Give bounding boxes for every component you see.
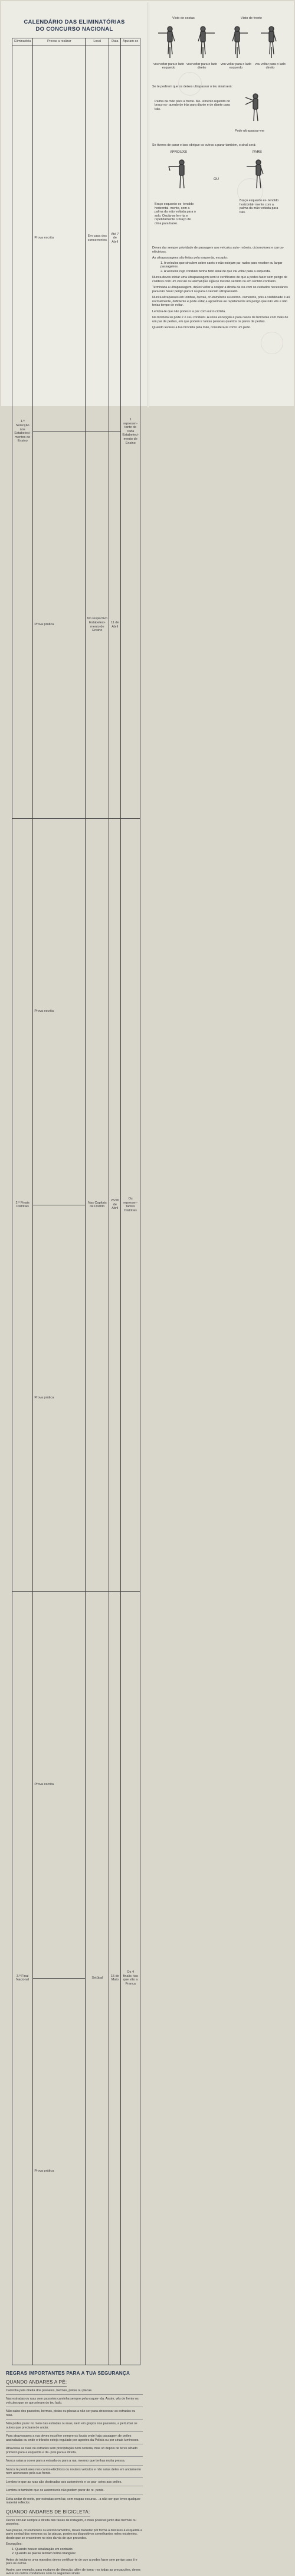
final-rules [152,276,293,330]
signal-caption: vou voltar para o lado esquerdo [153,63,184,70]
left-column [6,19,143,2576]
table-header-row [12,38,140,45]
paragraph: Atravessa as ruas ou estradas sem precipitação nem correria, mas só depois de teres olhado primeiro para a esquerda e de- pois para a direita. [6,2447,138,2454]
divider [6,2419,143,2420]
signal-caption: vou voltar para o lado direito [186,63,217,70]
paragraph: Na bicicleta só pode ir o seu condutor. A única excepção é para casos de bicicletas com mais de um par de pedais, em que podem ir tantas pessoas quantos os pares de pedais. [152,316,289,323]
stop-signal-figure [152,149,293,244]
exceptions-list [12,2548,143,2556]
paragraph: Não podes parar no meio das estradas ou ruas, nem em grupos nos passeios, a perturbar os outros que precisam de andar. [6,2422,137,2430]
figure-head [168,27,172,31]
overtake-exceptions [160,261,293,274]
right-column [152,15,293,406]
safety-rules-heading: REGRAS IMPORTANTES PARA A TUA SEGURANÇA [6,2370,130,2376]
stop-description: Braço esquerdo es- tendido horizontal- mente com a palma da mão voltada para trás. [240,199,279,214]
paragraph: Evita andar de noite, por estradas sem luz, com roupas escuras... a não ser que leves qualquer material reflector. [6,2497,141,2505]
table-cell: Até 7 de Abril [109,45,121,431]
table-cell: Nas Capitais de Distrito [86,818,109,1591]
overtake-intro: Se te pedirem que os deixes ultrapassar o teu sinal será: [152,85,233,89]
paragraph: As ultrapassagens são feitas pela esquerda, excepto: [152,256,228,260]
signal-caption: vou voltar para o lado esquerdo [221,63,251,70]
turn-signals-figure [152,15,293,79]
document-page [1,1,294,2576]
walking-rules [6,2389,143,2505]
stop-signal-illustrations [158,158,288,193]
paragraph: Nunca deves iniciar uma ultrapassagem sem te certificares de que a podes fazer sem perigo de colidires com um veículo ou animal que siga no mesmo sentido ou em sentido contrário. [152,276,287,283]
divider [6,2394,143,2395]
table-cell: 25/26 de Abril [109,818,121,1591]
table-cell: 1.ª Selecção nos Estabeleci- mentos de Ensino [12,45,33,818]
paragraph: Nunca te penduares nos carros-eléctricos ou noutros veículos e não saias deles em andamento nem atravesses pela sua frente. [6,2467,141,2476]
walking-heading: QUANDO ANDARES A PÉ: [6,2379,67,2387]
table-header: Data [109,38,121,45]
paragraph: Antes de iniciares uma manobra deves certificar-te de que a podes fazer sem perigo para ti e para os outros. [6,2558,137,2566]
paragraph: Deves dar sempre prioridade de passagem aos veículos auto- móveis, ciclomotores e carros-eléctricos. [152,246,284,254]
priority-rules [152,246,293,260]
table-cell: Prova escrita [33,45,86,431]
table-cell: Prova escrita [33,818,86,1205]
paragraph: Terminada a ultrapassagem, deves voltar a ocupar a direita da via com os cuidados necessários para não haver perigo para ti ou para o veículo ultrapassado. [152,286,288,293]
overtake-signal-figure [152,91,293,140]
table-cell: No respectivo Estabeleci- mento de Ensino [86,431,109,818]
stop-label: PARE [253,151,262,154]
paragraph: Excepções: [6,2542,22,2546]
list-item: 2. A veículos cujo condutor tenha feito sinal de que vai voltar para a esquerda. [160,269,271,273]
table-cell: Prova escrita [33,1591,86,1978]
divider [6,2465,143,2466]
divider [6,2456,143,2457]
table-header: Eliminatória [12,38,33,45]
list-item: 1. Quando houver sinalização em contrário [12,2547,73,2551]
slow-down-description: Braço esquerdo es- tendido horizontal- mente, com a palma da mão voltada para o solo. Oscila-se len- ta e repetidamente o braço de cima para baixo. [155,202,196,225]
paragraph: Deves circular sempre à direita das faixas de rodagem, o mais possível junto das bermas ou passeios. [6,2518,136,2526]
center-fold [147,2,149,407]
front-view-label: Visto de frente [241,17,262,20]
paragraph: Nas praças, cruzamentos ou entroncamentos, deves transitar por forma a deixares à esquerda a parte central dos mesmos ou às placas, postes ou dispositivos semelhantes neles existentes, desde que se encontrem no eixo da via de que procedes. [6,2528,143,2540]
overtake-signal-illustration [241,91,270,125]
calendar-title [6,19,143,33]
stop-intro: Se tiveres de parar e isso obrigue os outros a parar também, o sinal será: [152,143,256,147]
table-cell: Prova prática [33,1978,86,2365]
table-cell: 2.ª Finais Distritais [12,818,33,1591]
slow-down-label: AFROUXE [170,151,188,154]
table-header: Apuram-se [121,38,140,45]
table-header: Provas a realizar [33,38,86,45]
paragraph: Não saias dos passeios, bermas, pistas ou placas a não ser para atravessar as estradas ou ruas. [6,2410,136,2417]
table-cell: 11 de Abril [109,431,121,818]
list-item: 2. Quando as placas tenham forma triangular [12,2552,76,2556]
table-cell: 3.ª Final Nacional [12,1591,33,2365]
paragraph: Para atravessares a rua deves escolher sempre os locais onde haja passagem de peões assinaladas ou onde o trânsito esteja regulado por agentes da Polícia ou por sinais luminosos. [6,2434,139,2442]
table-row [12,45,140,431]
paragraph: Lembra-te que não podes ir a par com outro ciclista. [152,309,226,313]
table-row [12,818,140,1205]
cycling-heading: QUANDO ANDARES DE BICICLETA: [6,2509,90,2516]
overtake-label: Pode ultrapassar-me [235,129,265,133]
table-cell: Os represen- tantes Distritais [121,818,140,1591]
list-item: 1. A veículos que circulem sobre carris e não estejam pa- rados para receber ou largar passageiros. [160,261,283,269]
cyclist-signal-illustrations [155,24,290,59]
paragraph: Lembra-te que as ruas são destinadas aos automóveis e os pas- seios aos peões. [6,2480,122,2484]
table-cell: Os 4 finalis- tas que vão a França [121,1591,140,2365]
table-cell: Prova prática [33,1205,86,1591]
table-cell: Prova prática [33,431,86,818]
divider [6,2477,143,2478]
paragraph: Nunca saias a correr para a estrada ou para a rua, mesmo que tenhas muita pressa. [6,2459,126,2463]
paragraph: Assim, por exemplo, para mudares de direcção, além de toma- res todas as precauções, deves avisar os outros condutores com os seguintes sinais: [6,2568,141,2576]
paragraph: Lembra-te também que os automóveis não podem parar de re- pente. [6,2489,104,2493]
cycling-rules [6,2519,143,2546]
overtake-description: Palma da mão para a frente. Mo- vimento repetido do braço es- querdo de trás para diante e de diante para trás. [155,99,230,111]
cycling-rules-continued [6,2558,143,2576]
paragraph: Caminha pela direita dos passeios, bermas, pistas ou placas. [6,2388,93,2392]
table-row [12,1591,140,1978]
table-header: Local [86,38,109,45]
back-view-label: Visto de costas [172,17,195,20]
or-label: OU [214,178,219,181]
divider [6,2431,143,2432]
calendar-title-line2: DO CONCURSO NACIONAL [35,26,113,32]
calendar-table [12,38,140,2365]
table-cell: Setúbal [86,1591,109,2365]
table-cell: 15 de Maio [109,1591,121,2365]
calendar-title-line1: CALENDÁRIO DAS ELIMINATÓRIAS [24,19,125,25]
paragraph: Quando levares a tua bicicleta pela mão, considera-te como um peão. [152,326,251,329]
signal-caption: vou voltar para o lado direito [255,63,286,70]
table-cell: 1 represen- tante de cada Estabeleci- mento de Ensino [121,45,140,818]
table-cell: Em casa dos concorrentes [86,45,109,431]
paragraph: Nas estradas ou ruas sem passeios caminha sempre pela esquer- da. Assim, vês de frente os veículos que se aproximam do teu lado. [6,2397,139,2405]
paragraph: Nunca ultrapasses em lombas, curvas, cruzamentos ou entron- camentos, pois a visibilidade é ali, normalmente, deficiente e pode estar a aproximar-se rapidamente um perigo que não vês e não terias tempo de evitar. [152,296,291,307]
